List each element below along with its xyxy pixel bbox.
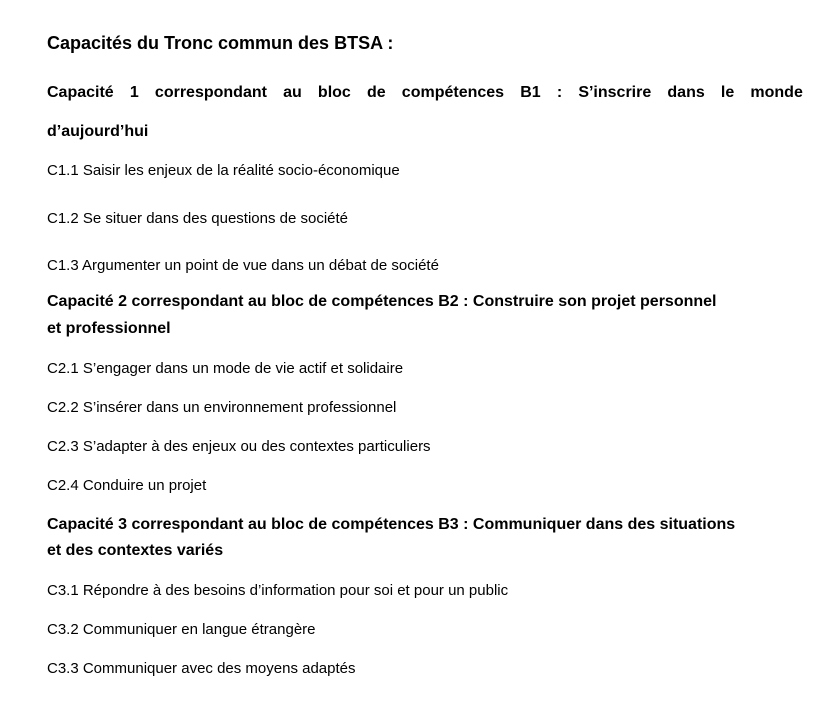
capacity-2-heading-line-1: Capacité 2 correspondant au bloc de compétences B2 : Construire son projet personnel: [47, 293, 717, 310]
heading-word: monde: [750, 84, 803, 101]
document-title: Capacités du Tronc commun des BTSA :: [47, 33, 394, 53]
capacity-item-c3-2: C3.2 Communiquer en langue étrangère: [47, 621, 316, 638]
capacity-item-c1-1: C1.1 Saisir les enjeux de la réalité socio-économique: [47, 162, 400, 179]
heading-word: de: [366, 84, 386, 101]
capacity-item-c1-3: C1.3 Argumenter un point de vue dans un débat de société: [47, 257, 439, 274]
heading-word: 1: [129, 84, 139, 101]
capacity-item-c2-1: C2.1 S’engager dans un mode de vie actif et solidaire: [47, 360, 404, 377]
capacity-3-heading-line-1: Capacité 3 correspondant au bloc de compétences B3 : Communiquer dans des situations: [47, 516, 736, 533]
capacity-item-c3-3: C3.3 Communiquer avec des moyens adaptés: [47, 660, 356, 677]
capacity-1-heading-line-2: d’aujourd’hui: [47, 123, 149, 140]
heading-word: B1: [520, 84, 541, 101]
capacity-2-heading-line-2: et professionnel: [47, 320, 171, 337]
heading-word: S’inscrire: [578, 84, 652, 101]
heading-word: bloc: [317, 84, 351, 101]
capacity-3-heading-line-2: et des contextes variés: [47, 542, 224, 559]
capacity-item-c1-2: C1.2 Se situer dans des questions de société: [47, 210, 349, 227]
heading-word: compétences: [401, 84, 505, 101]
heading-word: :: [556, 84, 563, 101]
capacity-item-c3-1: C3.1 Répondre à des besoins d’information pour soi et pour un public: [47, 582, 509, 599]
heading-word: correspondant: [154, 84, 267, 101]
heading-word: Capacité: [47, 84, 114, 101]
capacity-1-heading-line-1: [47, 84, 803, 102]
capacity-item-c2-2: C2.2 S’insérer dans un environnement professionnel: [47, 399, 397, 416]
heading-word: dans: [667, 84, 705, 101]
heading-word: le: [720, 84, 735, 101]
capacity-item-c2-4: C2.4 Conduire un projet: [47, 477, 207, 494]
heading-word: au: [283, 84, 302, 101]
capacity-item-c2-3: C2.3 S’adapter à des enjeux ou des contextes particuliers: [47, 438, 431, 455]
